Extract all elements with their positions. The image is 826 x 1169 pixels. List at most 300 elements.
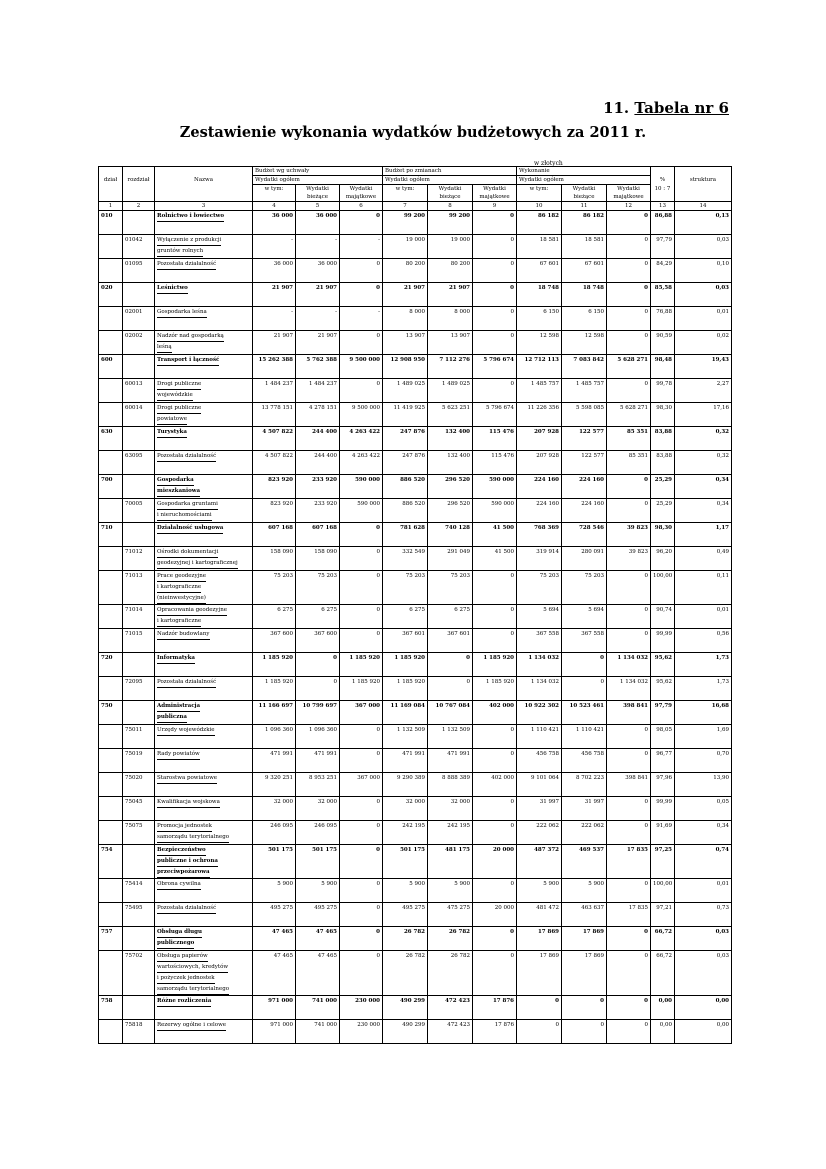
value-cell: 9 500 000 (340, 403, 383, 427)
value-cell: 0,00 (651, 996, 675, 1020)
value-cell: 122 577 (562, 451, 607, 475)
name-cell (155, 1020, 253, 1044)
header-row-1 (99, 167, 732, 176)
value-cell: 75 203 (296, 571, 340, 605)
value-cell: 0,34 (675, 475, 732, 499)
name-cell (155, 653, 253, 677)
rozdzial-cell: 01042 (123, 235, 155, 259)
value-cell: 10 523 461 (562, 701, 607, 725)
name-line: gruntów rolnych (157, 246, 203, 257)
value-cell: 17 835 (607, 845, 651, 879)
value-cell: 224 160 (517, 499, 562, 523)
value-cell: 0 (607, 725, 651, 749)
value-cell: 158 090 (296, 547, 340, 571)
name-cell (155, 475, 253, 499)
name-line: Pozostała działalność (157, 903, 216, 914)
value-cell: 332 549 (383, 547, 428, 571)
value-cell: 16,68 (675, 701, 732, 725)
value-cell: 85,58 (651, 283, 675, 307)
value-cell: 501 175 (253, 845, 296, 879)
value-cell: 9 290 389 (383, 773, 428, 797)
value-cell: 886 520 (383, 499, 428, 523)
dzial-cell (99, 235, 123, 259)
header-wtym: w tym: (517, 185, 562, 194)
value-cell: - (253, 307, 296, 331)
value-cell: 1 185 920 (383, 677, 428, 701)
rozdzial-cell (123, 355, 155, 379)
value-cell: 244 400 (296, 427, 340, 451)
name-line: mieszkaniowa (157, 486, 200, 497)
value-cell: 1 484 237 (296, 379, 340, 403)
table-row (99, 475, 732, 499)
value-cell: 0,32 (675, 451, 732, 475)
table-row (99, 927, 732, 951)
value-cell: 0 (340, 797, 383, 821)
name-cell (155, 797, 253, 821)
value-cell: 0,03 (675, 927, 732, 951)
header-rozdzial: rozdział (123, 176, 155, 185)
value-cell: 47 465 (253, 951, 296, 996)
value-cell: 75 203 (428, 571, 473, 605)
value-cell: 224 160 (562, 499, 607, 523)
value-cell: 230 000 (340, 1020, 383, 1044)
name-line: Pozostała działalność (157, 451, 216, 462)
value-cell: 21 907 (253, 331, 296, 355)
name-cell (155, 523, 253, 547)
value-cell: 47 465 (296, 927, 340, 951)
table-row (99, 677, 732, 701)
value-cell: 2,27 (675, 379, 732, 403)
value-cell: 0 (340, 927, 383, 951)
name-cell (155, 211, 253, 235)
table-row (99, 547, 732, 571)
value-cell: 8 888 389 (428, 773, 473, 797)
rozdzial-cell: 63095 (123, 451, 155, 475)
value-cell: 83,88 (651, 427, 675, 451)
dzial-cell (99, 259, 123, 283)
name-cell (155, 571, 253, 605)
rozdzial-cell: 71012 (123, 547, 155, 571)
name-line: Rolnictwo i łowiectwo (157, 211, 224, 222)
name-cell (155, 403, 253, 427)
name-line: Pozostała działalność (157, 259, 216, 270)
table-row (99, 903, 732, 927)
name-line: i pożyczek jednostek (157, 973, 215, 984)
value-cell: 158 090 (253, 547, 296, 571)
table-row (99, 1020, 732, 1044)
column-number: 13 (651, 202, 675, 211)
value-cell: 0 (473, 797, 517, 821)
name-cell (155, 879, 253, 903)
table-number (603, 99, 729, 117)
value-cell: 246 095 (296, 821, 340, 845)
name-line: Opracowania geodezyjne (157, 605, 227, 616)
dzial-cell (99, 499, 123, 523)
value-cell: 4 278 151 (296, 403, 340, 427)
header-row-2 (99, 176, 732, 185)
value-cell: 0,05 (675, 797, 732, 821)
column-number: 2 (123, 202, 155, 211)
value-cell: 0,34 (675, 821, 732, 845)
value-cell: 95,62 (651, 653, 675, 677)
name-line: samorządu terytorialnego (157, 832, 229, 843)
dzial-cell (99, 677, 123, 701)
value-cell: 741 000 (296, 996, 340, 1020)
value-cell: 13 907 (383, 331, 428, 355)
value-cell: 469 537 (562, 845, 607, 879)
rozdzial-cell (123, 927, 155, 951)
value-cell: 490 299 (383, 996, 428, 1020)
value-cell: 17 869 (562, 951, 607, 996)
value-cell: 17 876 (473, 996, 517, 1020)
value-cell: 17 869 (517, 927, 562, 951)
value-cell: 0 (473, 235, 517, 259)
value-cell: 1 185 920 (473, 653, 517, 677)
name-cell (155, 701, 253, 725)
table-row (99, 307, 732, 331)
name-line: Nadzór nad gospodarką (157, 331, 224, 342)
value-cell: 5 628 271 (607, 403, 651, 427)
rozdzial-cell (123, 211, 155, 235)
dzial-cell: 600 (99, 355, 123, 379)
column-number: 7 (383, 202, 428, 211)
value-cell: 0 (473, 749, 517, 773)
value-cell: 19 000 (428, 235, 473, 259)
value-cell: 247 876 (383, 451, 428, 475)
table-row (99, 725, 732, 749)
name-line: publicznego (157, 938, 194, 949)
rozdzial-cell: 71015 (123, 629, 155, 653)
value-cell: 17,16 (675, 403, 732, 427)
value-cell: 0 (340, 879, 383, 903)
value-cell: 5 694 (562, 605, 607, 629)
value-cell: 291 049 (428, 547, 473, 571)
value-cell: 66,72 (651, 927, 675, 951)
value-cell: 98,05 (651, 725, 675, 749)
name-line: Nadzór budowlany (157, 629, 210, 640)
value-cell: 242 195 (428, 821, 473, 845)
value-cell: 25,29 (651, 475, 675, 499)
value-cell: 0 (607, 797, 651, 821)
value-cell: 11 419 925 (383, 403, 428, 427)
value-cell: 122 577 (562, 427, 607, 451)
dzial-cell: 758 (99, 996, 123, 1020)
value-cell: 76,88 (651, 307, 675, 331)
header-wb: Wydatki (562, 185, 607, 194)
dzial-cell (99, 797, 123, 821)
dzial-cell (99, 547, 123, 571)
value-cell: 12 598 (517, 331, 562, 355)
table-row (99, 845, 732, 879)
value-cell: 1 489 025 (428, 379, 473, 403)
value-cell: 0 (473, 259, 517, 283)
header-group-budget-resolution: Budżet wg uchwały (253, 167, 383, 176)
value-cell: 90,59 (651, 331, 675, 355)
value-cell: 75 203 (253, 571, 296, 605)
value-cell: 75 203 (517, 571, 562, 605)
value-cell: 740 128 (428, 523, 473, 547)
value-cell: 367 600 (253, 629, 296, 653)
value-cell: 97,21 (651, 903, 675, 927)
name-line: geodezyjnej i kartograficznej (157, 558, 238, 569)
value-cell: 17 835 (607, 903, 651, 927)
value-cell: 132 400 (428, 427, 473, 451)
value-cell: 402 000 (473, 701, 517, 725)
value-cell: 9 500 000 (340, 355, 383, 379)
value-cell: 296 520 (428, 475, 473, 499)
column-number: 5 (296, 202, 340, 211)
value-cell: 319 914 (517, 547, 562, 571)
value-cell: 224 160 (562, 475, 607, 499)
value-cell: 0 (340, 283, 383, 307)
value-cell: 0 (473, 725, 517, 749)
name-cell (155, 427, 253, 451)
value-cell: 8 702 223 (562, 773, 607, 797)
value-cell: 0 (473, 283, 517, 307)
value-cell: 67 601 (562, 259, 607, 283)
rozdzial-cell (123, 701, 155, 725)
value-cell: 0 (517, 1020, 562, 1044)
header-wm: Wydatki (473, 185, 517, 194)
dzial-cell (99, 951, 123, 996)
value-cell: 21 907 (428, 283, 473, 307)
column-number: 11 (562, 202, 607, 211)
dzial-cell: 754 (99, 845, 123, 879)
value-cell: 36 000 (253, 259, 296, 283)
table-row (99, 653, 732, 677)
value-cell: 0 (340, 951, 383, 996)
value-cell: 242 195 (383, 821, 428, 845)
dzial-cell: 750 (99, 701, 123, 725)
name-cell (155, 379, 253, 403)
value-cell: 0,73 (675, 903, 732, 927)
header-wm2: majątkowe (473, 193, 517, 202)
value-cell: 481 175 (428, 845, 473, 879)
value-cell: 20 000 (473, 903, 517, 927)
name-line: Rezerwy ogólne i celowe (157, 1020, 226, 1031)
value-cell: 31 997 (562, 797, 607, 821)
name-line: Gospodarka (157, 475, 194, 486)
name-cell (155, 331, 253, 355)
name-cell (155, 773, 253, 797)
dzial-cell (99, 879, 123, 903)
value-cell: 36 000 (296, 259, 340, 283)
value-cell: 0,11 (675, 571, 732, 605)
value-cell: 10 799 697 (296, 701, 340, 725)
value-cell: 233 920 (296, 475, 340, 499)
value-cell: 471 991 (296, 749, 340, 773)
value-cell: 0 (607, 749, 651, 773)
rozdzial-cell (123, 845, 155, 879)
value-cell: 11 169 084 (383, 701, 428, 725)
name-line: przeciwpożarowa (157, 867, 210, 878)
value-cell: 84,29 (651, 259, 675, 283)
value-cell: 0 (340, 725, 383, 749)
rozdzial-cell (123, 427, 155, 451)
dzial-cell: 720 (99, 653, 123, 677)
table-body (99, 211, 732, 1044)
value-cell: 5 900 (428, 879, 473, 903)
value-cell: 0 (607, 571, 651, 605)
column-number: 12 (607, 202, 651, 211)
value-cell: 1 096 360 (296, 725, 340, 749)
value-cell: 0 (473, 571, 517, 605)
value-cell: 41 500 (473, 523, 517, 547)
header-wo-1: Wydatki ogółem (253, 176, 383, 185)
value-cell: 67 601 (517, 259, 562, 283)
value-cell: 5 900 (383, 879, 428, 903)
value-cell: 25,29 (651, 499, 675, 523)
value-cell: 4 507 822 (253, 427, 296, 451)
value-cell: 398 841 (607, 773, 651, 797)
value-cell: 5 796 674 (473, 355, 517, 379)
value-cell: 0,01 (675, 307, 732, 331)
name-line: Drogi publiczne (157, 403, 201, 414)
header-wb: Wydatki (428, 185, 473, 194)
value-cell: 0 (340, 379, 383, 403)
value-cell: 26 782 (383, 951, 428, 996)
value-cell: 47 465 (296, 951, 340, 996)
value-cell: 398 841 (607, 701, 651, 725)
dzial-cell (99, 307, 123, 331)
value-cell: 1 485 757 (562, 379, 607, 403)
value-cell: 0 (517, 996, 562, 1020)
value-cell: 11 166 697 (253, 701, 296, 725)
rozdzial-cell: 75075 (123, 821, 155, 845)
value-cell: 32 000 (253, 797, 296, 821)
value-cell: 0 (473, 951, 517, 996)
value-cell: 1,69 (675, 725, 732, 749)
header-wo-2: Wydatki ogółem (383, 176, 517, 185)
header-group-budget-changed: Budżet po zmianach (383, 167, 517, 176)
value-cell: 0,01 (675, 879, 732, 903)
name-line: i kartograficzne (157, 616, 201, 627)
value-cell: 41 500 (473, 547, 517, 571)
name-cell (155, 927, 253, 951)
value-cell: 132 400 (428, 451, 473, 475)
name-cell (155, 499, 253, 523)
value-cell: 97,79 (651, 701, 675, 725)
value-cell: 0,03 (675, 283, 732, 307)
value-cell: 1 134 032 (607, 677, 651, 701)
name-line: Prace geodezyjne (157, 571, 206, 582)
value-cell: 224 160 (517, 475, 562, 499)
rozdzial-cell: 71014 (123, 605, 155, 629)
value-cell: 456 758 (517, 749, 562, 773)
value-cell: 768 369 (517, 523, 562, 547)
value-cell: 0 (340, 845, 383, 879)
value-cell: 17 869 (562, 927, 607, 951)
value-cell: 207 928 (517, 427, 562, 451)
value-cell: 6 275 (253, 605, 296, 629)
value-cell: 0,49 (675, 547, 732, 571)
value-cell: 21 907 (253, 283, 296, 307)
value-cell: 0 (607, 879, 651, 903)
header-wb2: bieżące (296, 193, 340, 202)
value-cell: 80 200 (383, 259, 428, 283)
value-cell: 475 275 (428, 903, 473, 927)
dzial-cell: 757 (99, 927, 123, 951)
dzial-cell (99, 821, 123, 845)
value-cell: 233 920 (296, 499, 340, 523)
name-cell (155, 725, 253, 749)
value-cell: 367 601 (428, 629, 473, 653)
value-cell: 280 091 (562, 547, 607, 571)
value-cell: 18 581 (517, 235, 562, 259)
header-wm2: majątkowe (340, 193, 383, 202)
value-cell: 1 185 920 (340, 677, 383, 701)
dzial-cell: 010 (99, 211, 123, 235)
value-cell: 0 (607, 379, 651, 403)
value-cell: 7 112 276 (428, 355, 473, 379)
table-row (99, 355, 732, 379)
rozdzial-cell (123, 283, 155, 307)
value-cell: 0 (562, 996, 607, 1020)
value-cell: 296 520 (428, 499, 473, 523)
value-cell: 12 908 950 (383, 355, 428, 379)
value-cell: 32 000 (428, 797, 473, 821)
value-cell: 0 (607, 475, 651, 499)
name-cell (155, 951, 253, 996)
header-wo-3: Wydatki ogółem (517, 176, 651, 185)
value-cell: 0,70 (675, 749, 732, 773)
dzial-cell: 020 (99, 283, 123, 307)
value-cell: 0 (473, 307, 517, 331)
rozdzial-cell: 70005 (123, 499, 155, 523)
name-cell (155, 235, 253, 259)
value-cell: 85 351 (607, 427, 651, 451)
value-cell: 728 546 (562, 523, 607, 547)
column-number: 6 (340, 202, 383, 211)
name-line: wartościowych, kredytów (157, 962, 228, 973)
column-number: 9 (473, 202, 517, 211)
value-cell: 32 000 (296, 797, 340, 821)
dzial-cell (99, 773, 123, 797)
value-cell: 21 907 (296, 283, 340, 307)
name-line: Promocja jednostek (157, 821, 212, 832)
table-number-label: Tabela nr 6 (634, 99, 729, 117)
table-row (99, 259, 732, 283)
value-cell: 971 000 (253, 996, 296, 1020)
value-cell: 5 796 674 (473, 403, 517, 427)
header-wb: Wydatki (296, 185, 340, 194)
value-cell: 246 095 (253, 821, 296, 845)
value-cell: 98,48 (651, 355, 675, 379)
unit-note: w złotych (534, 160, 563, 167)
dzial-cell (99, 1020, 123, 1044)
header-wb2: bieżące (428, 193, 473, 202)
value-cell: 99,78 (651, 379, 675, 403)
value-cell: 0,10 (675, 259, 732, 283)
name-line: Starostwa powiatowe (157, 773, 217, 784)
value-cell: 6 275 (383, 605, 428, 629)
value-cell: 0,00 (651, 1020, 675, 1044)
value-cell: 0 (340, 523, 383, 547)
dzial-cell (99, 379, 123, 403)
rozdzial-cell: 75702 (123, 951, 155, 996)
value-cell: 36 000 (296, 211, 340, 235)
value-cell: 781 628 (383, 523, 428, 547)
value-cell: 402 000 (473, 773, 517, 797)
header-row-4 (99, 193, 732, 202)
value-cell: 367 558 (517, 629, 562, 653)
name-line: Informatyka (157, 653, 195, 664)
name-cell (155, 283, 253, 307)
header-wm: Wydatki (340, 185, 383, 194)
value-cell: 590 000 (340, 475, 383, 499)
value-cell: 0,03 (675, 951, 732, 996)
value-cell: 100,00 (651, 879, 675, 903)
